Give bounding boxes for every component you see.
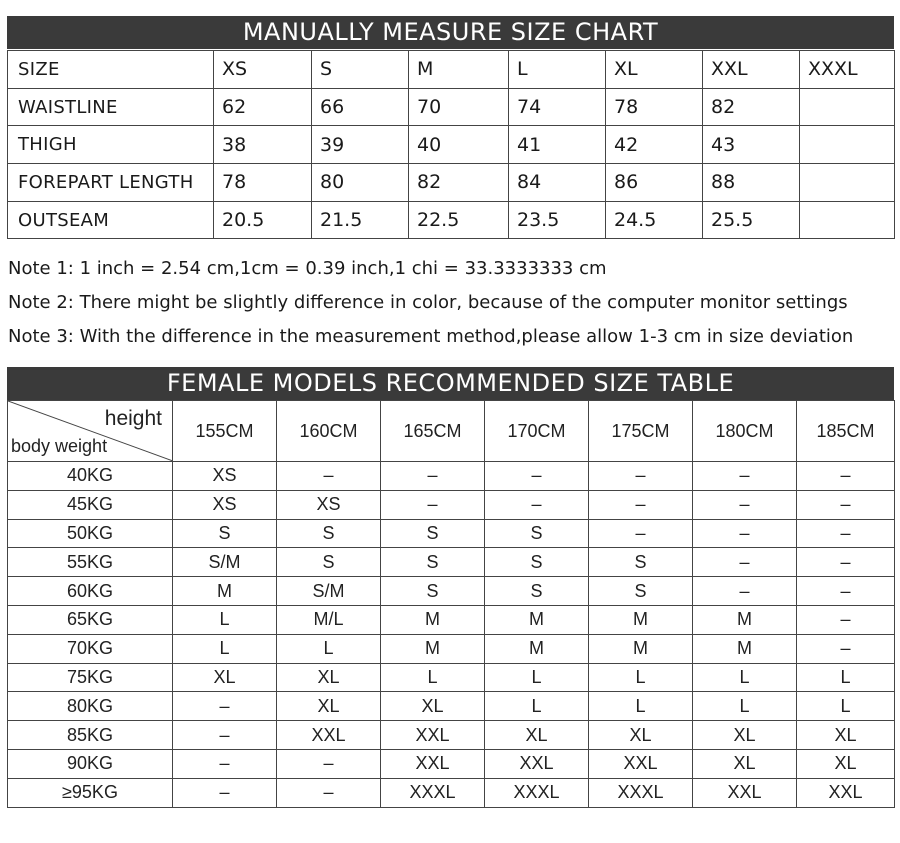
- size-cell: 42: [606, 126, 703, 164]
- corner-weight-label: body weight: [11, 436, 108, 456]
- recommended-size-cell: XL: [589, 721, 693, 750]
- size-cell: [800, 88, 895, 126]
- recommended-size-cell: –: [485, 490, 589, 519]
- recommended-size-cell: M: [381, 634, 485, 663]
- recommended-table-title: FEMALE MODELS RECOMMENDED SIZE TABLE: [7, 367, 894, 400]
- recommended-size-cell: L: [173, 605, 277, 634]
- size-cell: 40: [409, 126, 509, 164]
- recommended-size-cell: –: [589, 519, 693, 548]
- weight-label: 90KG: [8, 749, 173, 778]
- size-cell: 80: [312, 164, 409, 202]
- recommended-size-cell: S: [485, 519, 589, 548]
- recommended-size-cell: XL: [693, 749, 797, 778]
- measure-row: [8, 126, 895, 164]
- size-cell: [800, 164, 895, 202]
- size-cell: [800, 126, 895, 164]
- recommended-size-cell: L: [485, 692, 589, 721]
- size-cell: 86: [606, 164, 703, 202]
- recommended-size-cell: XL: [693, 721, 797, 750]
- size-cell: 78: [214, 164, 312, 202]
- measure-row: [8, 88, 895, 126]
- recommended-size-cell: S: [173, 519, 277, 548]
- height-header-cell: 165CM: [381, 401, 485, 462]
- recommended-size-cell: –: [173, 721, 277, 750]
- recommended-size-cell: –: [589, 490, 693, 519]
- recommended-size-cell: –: [381, 490, 485, 519]
- size-cell: 82: [703, 88, 800, 126]
- recommended-size-cell: XXL: [277, 721, 381, 750]
- recommended-size-cell: M: [381, 605, 485, 634]
- note-2: Note 2: There might be slightly difference in color, because of the computer monitor settings: [8, 292, 848, 313]
- recommended-size-cell: –: [693, 490, 797, 519]
- row-label: OUTSEAM: [8, 201, 214, 239]
- size-cell: 43: [703, 126, 800, 164]
- size-cell: 38: [214, 126, 312, 164]
- measure-row: [8, 164, 895, 202]
- size-cell: XXXL: [800, 51, 895, 89]
- recommended-size-cell: S: [381, 548, 485, 577]
- size-cell: 39: [312, 126, 409, 164]
- size-chart-title: MANUALLY MEASURE SIZE CHART: [7, 16, 894, 49]
- row-label: THIGH: [8, 126, 214, 164]
- recommended-size-cell: –: [381, 462, 485, 491]
- recommended-size-cell: S: [277, 519, 381, 548]
- corner-cell: [8, 401, 173, 462]
- recommended-size-cell: XXL: [381, 721, 485, 750]
- recommended-size-cell: XL: [173, 663, 277, 692]
- size-cell: 88: [703, 164, 800, 202]
- weight-label: 85KG: [8, 721, 173, 750]
- size-cell: 82: [409, 164, 509, 202]
- recommended-size-cell: XXXL: [381, 778, 485, 807]
- weight-row: [8, 519, 895, 548]
- weight-label: 40KG: [8, 462, 173, 491]
- recommended-size-cell: –: [797, 490, 895, 519]
- recommended-size-cell: S: [589, 577, 693, 606]
- recommended-size-cell: L: [797, 663, 895, 692]
- recommended-size-cell: –: [173, 692, 277, 721]
- recommended-size-cell: –: [693, 548, 797, 577]
- weight-row: [8, 663, 895, 692]
- recommended-size-cell: XS: [173, 490, 277, 519]
- height-header-cell: 160CM: [277, 401, 381, 462]
- size-cell: 41: [509, 126, 606, 164]
- weight-label: ≥95KG: [8, 778, 173, 807]
- recommended-size-cell: L: [589, 692, 693, 721]
- recommended-size-cell: XL: [381, 692, 485, 721]
- recommended-size-cell: –: [797, 548, 895, 577]
- recommended-size-cell: –: [693, 577, 797, 606]
- recommended-size-cell: –: [277, 462, 381, 491]
- size-header-row: [8, 51, 895, 89]
- weight-row: [8, 577, 895, 606]
- recommended-size-cell: –: [797, 462, 895, 491]
- recommended-size-cell: –: [797, 519, 895, 548]
- recommended-size-cell: XXL: [485, 749, 589, 778]
- recommended-size-cell: XL: [277, 692, 381, 721]
- recommended-size-cell: S: [485, 548, 589, 577]
- size-cell: 62: [214, 88, 312, 126]
- recommended-size-cell: M: [693, 634, 797, 663]
- weight-row: [8, 721, 895, 750]
- weight-label: 75KG: [8, 663, 173, 692]
- recommended-size-cell: XXXL: [485, 778, 589, 807]
- weight-label: 55KG: [8, 548, 173, 577]
- recommended-size-cell: –: [485, 462, 589, 491]
- weight-row: [8, 692, 895, 721]
- recommended-size-cell: S: [277, 548, 381, 577]
- recommended-size-cell: –: [589, 462, 693, 491]
- recommended-size-cell: M: [173, 577, 277, 606]
- note-1: Note 1: 1 inch = 2.54 cm,1cm = 0.39 inch,1 chi = 33.3333333 cm: [8, 258, 607, 279]
- recommended-size-cell: –: [277, 749, 381, 778]
- recommended-size-cell: M/L: [277, 605, 381, 634]
- recommended-size-cell: M: [693, 605, 797, 634]
- weight-row: [8, 749, 895, 778]
- weight-label: 70KG: [8, 634, 173, 663]
- recommended-size-cell: –: [797, 634, 895, 663]
- notes-section: [8, 252, 893, 354]
- recommended-size-cell: S: [381, 577, 485, 606]
- size-cell: 84: [509, 164, 606, 202]
- recommended-size-cell: S: [589, 548, 693, 577]
- recommended-size-cell: XXXL: [589, 778, 693, 807]
- size-cell: 23.5: [509, 201, 606, 239]
- recommended-size-cell: S/M: [277, 577, 381, 606]
- recommended-size-cell: –: [797, 577, 895, 606]
- recommended-size-cell: XS: [277, 490, 381, 519]
- size-cell: 66: [312, 88, 409, 126]
- corner-height-label: height: [104, 407, 162, 430]
- row-label: SIZE: [8, 51, 214, 89]
- weight-label: 65KG: [8, 605, 173, 634]
- size-cell: 22.5: [409, 201, 509, 239]
- recommended-size-cell: M: [589, 605, 693, 634]
- recommended-size-cell: –: [277, 778, 381, 807]
- recommended-size-cell: L: [277, 634, 381, 663]
- recommended-size-cell: L: [589, 663, 693, 692]
- row-label: WAISTLINE: [8, 88, 214, 126]
- recommended-size-cell: –: [693, 519, 797, 548]
- note-3: Note 3: With the difference in the measurement method,please allow 1-3 cm in size deviation: [8, 326, 854, 347]
- size-cell: 24.5: [606, 201, 703, 239]
- recommended-size-cell: XL: [485, 721, 589, 750]
- recommended-size-cell: –: [797, 605, 895, 634]
- recommended-size-cell: –: [173, 749, 277, 778]
- size-cell: 70: [409, 88, 509, 126]
- recommended-size-cell: L: [693, 692, 797, 721]
- size-cell: XXL: [703, 51, 800, 89]
- weight-label: 80KG: [8, 692, 173, 721]
- recommended-size-cell: –: [173, 778, 277, 807]
- recommended-size-cell: L: [693, 663, 797, 692]
- height-header-cell: 170CM: [485, 401, 589, 462]
- height-header-row: [8, 401, 895, 462]
- size-cell: [800, 201, 895, 239]
- height-header-cell: 180CM: [693, 401, 797, 462]
- measure-row: [8, 201, 895, 239]
- size-cell: XS: [214, 51, 312, 89]
- recommended-size-cell: L: [797, 692, 895, 721]
- recommended-size-cell: XL: [797, 749, 895, 778]
- recommended-size-cell: S: [485, 577, 589, 606]
- recommended-size-cell: XL: [277, 663, 381, 692]
- size-cell: L: [509, 51, 606, 89]
- recommended-size-cell: XXL: [797, 778, 895, 807]
- recommended-size-cell: L: [381, 663, 485, 692]
- weight-row: [8, 548, 895, 577]
- recommended-size-cell: –: [693, 462, 797, 491]
- recommended-size-cell: XL: [797, 721, 895, 750]
- weight-row: [8, 605, 895, 634]
- recommended-size-cell: L: [173, 634, 277, 663]
- height-header-cell: 155CM: [173, 401, 277, 462]
- weight-row: [8, 462, 895, 491]
- weight-row: [8, 490, 895, 519]
- height-header-cell: 185CM: [797, 401, 895, 462]
- size-cell: XL: [606, 51, 703, 89]
- weight-row: [8, 778, 895, 807]
- weight-label: 50KG: [8, 519, 173, 548]
- recommended-size-cell: M: [589, 634, 693, 663]
- recommended-size-cell: M: [485, 605, 589, 634]
- weight-label: 60KG: [8, 577, 173, 606]
- recommended-size-cell: XXL: [693, 778, 797, 807]
- row-label: FOREPART LENGTH: [8, 164, 214, 202]
- recommended-size-table: [7, 400, 895, 808]
- size-cell: 20.5: [214, 201, 312, 239]
- recommended-size-cell: S/M: [173, 548, 277, 577]
- height-header-cell: 175CM: [589, 401, 693, 462]
- size-cell: 74: [509, 88, 606, 126]
- recommended-size-cell: XS: [173, 462, 277, 491]
- size-cell: 25.5: [703, 201, 800, 239]
- recommended-size-cell: XXL: [589, 749, 693, 778]
- weight-row: [8, 634, 895, 663]
- size-cell: 21.5: [312, 201, 409, 239]
- measure-size-table: [7, 50, 895, 239]
- size-cell: 78: [606, 88, 703, 126]
- size-cell: S: [312, 51, 409, 89]
- recommended-size-cell: XXL: [381, 749, 485, 778]
- recommended-size-cell: M: [485, 634, 589, 663]
- size-cell: M: [409, 51, 509, 89]
- recommended-size-cell: L: [485, 663, 589, 692]
- weight-label: 45KG: [8, 490, 173, 519]
- recommended-size-cell: S: [381, 519, 485, 548]
